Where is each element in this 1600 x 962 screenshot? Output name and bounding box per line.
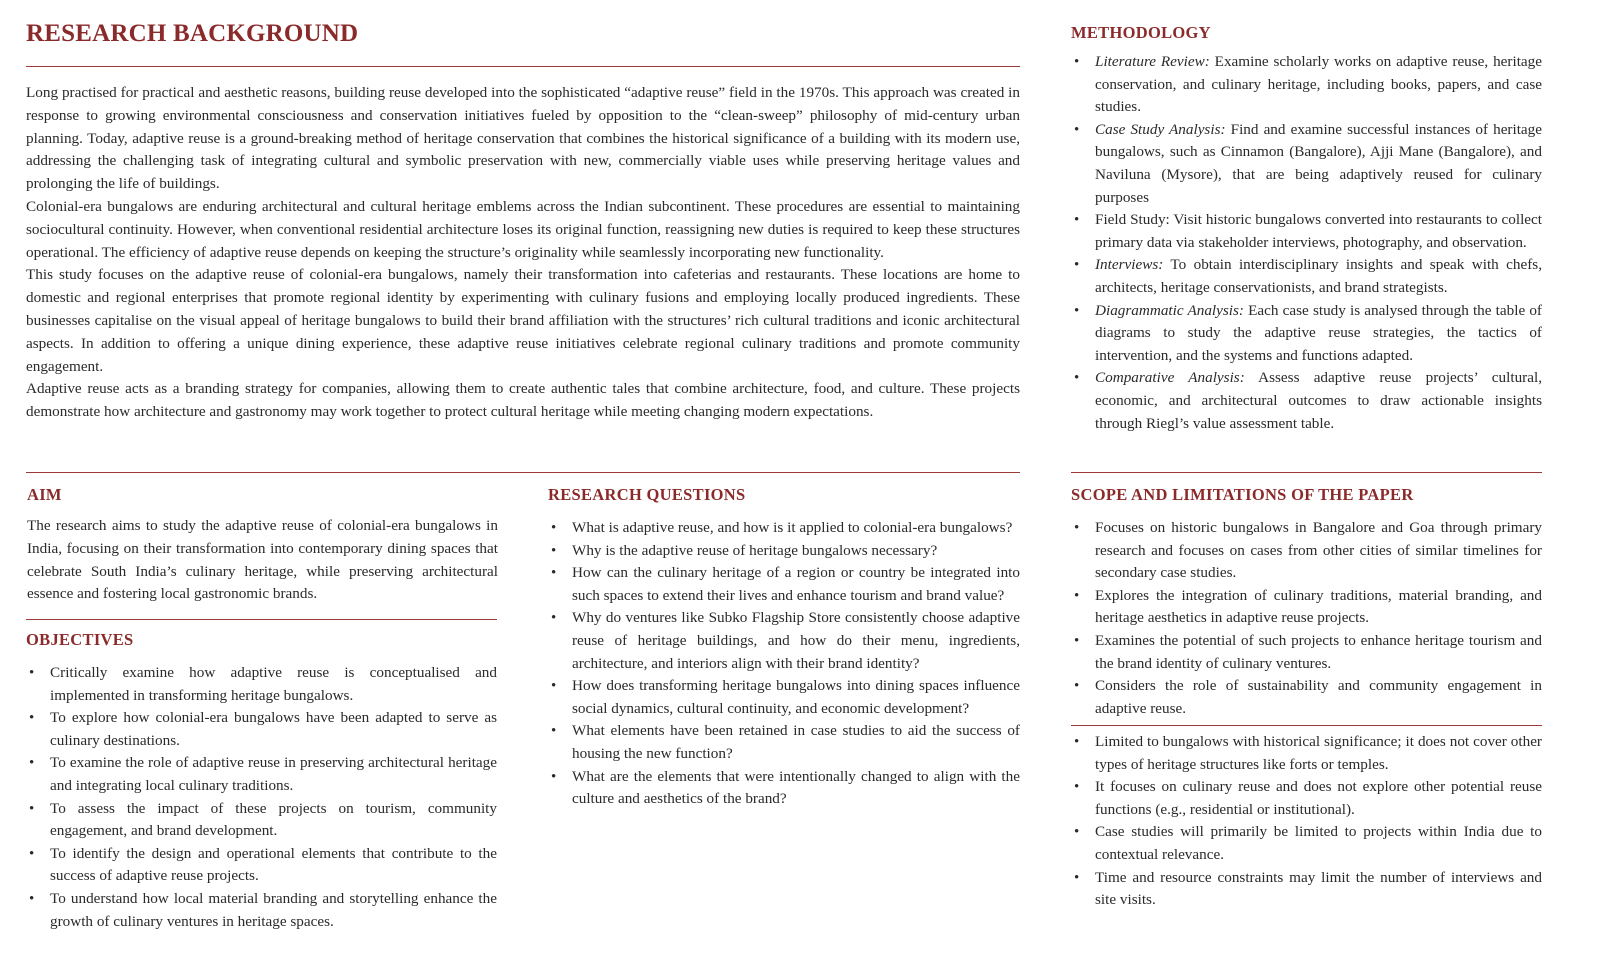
methodology-item xyxy=(1071,51,1542,119)
background-paragraph: This study focuses on the adaptive reuse of colonial-era bungalows, namely their transformation into cafeterias and restaurants. These locations are home to domestic and regional enterprises that promote regional identity by experimenting with culinary fusions and employing locally produced ingredients. These businesses capitalise on the visual appeal of heritage bungalows to build their brand affiliation with the structures’ rich cultural traditions and iconic architectural aspects. In addition to offering a unique dining experience, these adaptive reuse initiatives celebrate regional culinary traditions and promote community engagement. xyxy=(26,266,1020,375)
methodology-lead: Diagrammatic Analysis: xyxy=(1095,301,1244,319)
methodology-item xyxy=(1071,119,1542,209)
research-questions-section xyxy=(548,485,1020,811)
objectives-list xyxy=(26,662,497,933)
methodology-title: METHODOLOGY xyxy=(1071,23,1211,42)
objective-item: • To understand how local material branding and storytelling enhance the growth of culinary ventures in heritage spaces. xyxy=(26,888,497,933)
methodology-item xyxy=(1071,367,1542,435)
aim-title: AIM xyxy=(27,485,62,504)
methodology-text: Assess adaptive reuse projects’ cultural, economic, and architectural outcomes to draw actionable insights through Riegl’s value assessment table. xyxy=(1095,369,1542,432)
methodology-text: Each case study is analysed through the table of diagrams to study the adaptive reuse strategies, the tactics of intervention, and the systems and functions adapted. xyxy=(1095,301,1542,364)
scope-title: SCOPE AND LIMITATIONS OF THE PAPER xyxy=(1071,485,1414,504)
limitations-list xyxy=(1071,731,1542,912)
question-item: • How does transforming heritage bungalows into dining spaces influence social dynamics, cultural continuity, and economic development? xyxy=(548,675,1020,720)
research-background-title: RESEARCH BACKGROUND xyxy=(26,20,359,47)
scope-list xyxy=(1071,517,1542,720)
methodology-lead: Interviews: xyxy=(1095,256,1164,274)
limitation-item: • Time and resource constraints may limit the number of interviews and site visits. xyxy=(1071,867,1542,912)
objective-item: • To explore how colonial-era bungalows have been adapted to serve as culinary destinations. xyxy=(26,707,497,752)
scope-section xyxy=(1071,485,1542,720)
methodology-lead: Literature Review: xyxy=(1095,53,1210,70)
scope-item: • Considers the role of sustainability and community engagement in adaptive reuse. xyxy=(1071,675,1542,720)
objective-item: • Critically examine how adaptive reuse is conceptualised and implemented in transforming heritage bungalows. xyxy=(26,662,497,707)
limitations-section xyxy=(1071,731,1542,912)
aim-text: The research aims to study the adaptive reuse of colonial-era bungalows in India, focusing on their transformation into contemporary dining spaces that celebrate South India’s culinary heritage, while preserving architectural essence and fostering local gastronomic brands. xyxy=(27,517,498,603)
limitation-item: • Case studies will primarily be limited to projects within India due to contextual relevance. xyxy=(1071,821,1542,866)
objective-item: • To identify the design and operational elements that contribute to the success of adaptive reuse projects. xyxy=(26,843,497,888)
methodology-lead: Comparative Analysis: xyxy=(1095,369,1245,387)
objectives-title: OBJECTIVES xyxy=(26,630,134,649)
background-title-divider xyxy=(26,66,1020,67)
question-item: • What are the elements that were intentionally changed to align with the culture and aesthetics of the brand? xyxy=(548,766,1020,811)
methodology-section xyxy=(1071,23,1542,435)
methodology-item xyxy=(1071,254,1542,299)
methodology-divider xyxy=(1071,472,1542,473)
objective-item: • To examine the role of adaptive reuse in preserving architectural heritage and integrating local culinary traditions. xyxy=(26,752,497,797)
methodology-item xyxy=(1071,209,1542,254)
scope-item: • Focuses on historic bungalows in Bangalore and Goa through primary research and focuses on cases from other cities of similar timelines for secondary case studies. xyxy=(1071,517,1542,585)
research-questions-list xyxy=(548,517,1020,811)
question-item: • Why is the adaptive reuse of heritage bungalows necessary? xyxy=(548,540,1020,563)
methodology-item xyxy=(1071,300,1542,368)
methodology-text: To obtain interdisciplinary insights and speak with chefs, architects, heritage conservationists, and brand strategists. xyxy=(1095,256,1542,296)
background-text xyxy=(26,82,1020,424)
background-bottom-divider xyxy=(26,472,1020,473)
background-paragraph: Colonial-era bungalows are enduring architectural and cultural heritage emblems across the Indian subcontinent. These procedures are essential to maintaining sociocultural continuity. However, when conventional residential architecture loses its original function, reassigning new duties is required to keep these structures operational. The efficiency of adaptive reuse depends on keeping the structure’s originality while seamlessly incorporating new functionality. xyxy=(26,197,1020,261)
research-questions-title: RESEARCH QUESTIONS xyxy=(548,485,746,504)
aim-divider xyxy=(26,619,497,620)
question-item: • What elements have been retained in case studies to aid the success of housing the new function? xyxy=(548,720,1020,765)
scope-divider xyxy=(1071,725,1542,726)
question-item: • How can the culinary heritage of a region or country be integrated into such spaces to extend their lives and enhance tourism and brand value? xyxy=(548,562,1020,607)
methodology-text: Find and examine successful instances of heritage bungalows, such as Cinnamon (Bangalore), Ajji Mane (Bangalore), and Naviluna (Mysore), that are being adaptively reused for culinary purposes xyxy=(1095,120,1543,206)
research-background-section xyxy=(26,20,1020,48)
limitation-item: • It focuses on culinary reuse and does not explore other potential reuse functions (e.g., residential or institutional). xyxy=(1071,776,1542,821)
methodology-text: Examine scholarly works on adaptive reuse, heritage conservation, and culinary heritage, including books, papers, and case studies. xyxy=(1095,53,1542,116)
aim-section xyxy=(27,485,498,606)
limitation-item: • Limited to bungalows with historical significance; it does not cover other types of heritage structures like forts or temples. xyxy=(1071,731,1542,776)
question-item: • Why do ventures like Subko Flagship Store consistently choose adaptive reuse of heritage buildings, and how do their menu, ingredients, architecture, and interiors align with their brand identity? xyxy=(548,607,1020,675)
objectives-section xyxy=(26,630,497,933)
scope-item: • Explores the integration of culinary traditions, material branding, and heritage aesthetics in adaptive reuse projects. xyxy=(1071,585,1542,630)
objective-item: • To assess the impact of these projects on tourism, community engagement, and brand development. xyxy=(26,798,497,843)
background-paragraph: Long practised for practical and aesthetic reasons, building reuse developed into the sophisticated “adaptive reuse” field in the 1970s. This approach was created in response to growing environmental consciousness and conservation initiatives fueled by opposition to the “clean-sweep” philosophy of mid-century urban planning. Today, adaptive reuse is a ground-breaking method of heritage conservation that combines the historical significance of a building with its modern use, addressing the challenging task of integrating cultural and symbolic preservation with new, commercially viable uses while preserving heritage values and prolonging the life of buildings. xyxy=(26,84,1020,193)
methodology-text: Field Study: Visit historic bungalows converted into restaurants to collect primary data via stakeholder interviews, photography, and observation. xyxy=(1095,211,1542,251)
background-paragraph: Adaptive reuse acts as a branding strategy for companies, allowing them to create authentic tales that combine architecture, food, and culture. These projects demonstrate how architecture and gastronomy may work together to protect cultural heritage while meeting changing modern expectations. xyxy=(26,380,1020,421)
methodology-list xyxy=(1071,51,1542,435)
methodology-lead: Case Study Analysis: xyxy=(1095,120,1226,138)
scope-item: • Examines the potential of such projects to enhance heritage tourism and the brand identity of culinary ventures. xyxy=(1071,630,1542,675)
question-item: • What is adaptive reuse, and how is it applied to colonial-era bungalows? xyxy=(548,517,1020,540)
